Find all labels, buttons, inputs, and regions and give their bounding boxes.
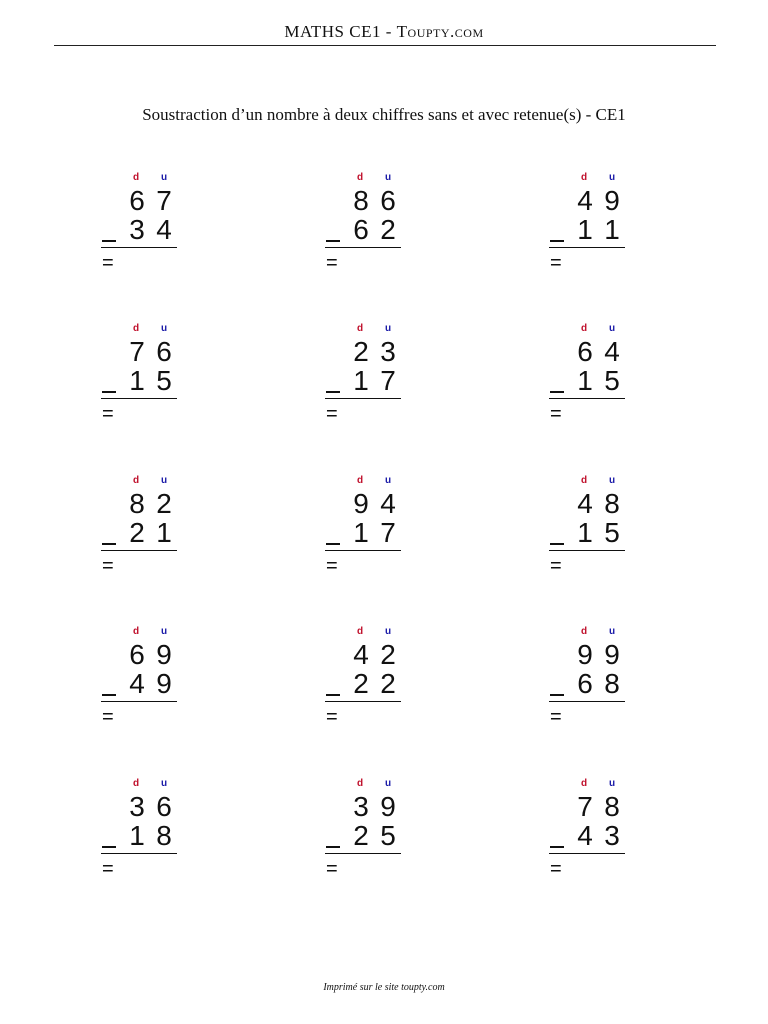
minuend-tens-digit: 6: [129, 185, 145, 216]
minuend-tens-digit: 9: [577, 639, 593, 670]
column-label-dizaines: d: [357, 475, 364, 486]
minuend-units-digit: 6: [156, 791, 172, 822]
column-label-dizaines: d: [133, 626, 140, 637]
column-label-dizaines: d: [357, 778, 364, 789]
subtrahend-units-digit: 8: [604, 668, 620, 699]
subtraction-problem: [325, 626, 435, 751]
minus-sign: [550, 694, 564, 696]
subtrahend-units-digit: 5: [604, 365, 620, 396]
subtrahend-tens-digit: 4: [129, 668, 145, 699]
equals-sign: =: [326, 555, 338, 577]
subtrahend-units-digit: 9: [156, 668, 172, 699]
minuend-tens-digit: 6: [129, 639, 145, 670]
equals-sign: =: [550, 706, 562, 728]
subtrahend-tens-digit: 1: [577, 517, 593, 548]
header-title: MATHS CE1 -: [284, 22, 397, 41]
column-label-unites: u: [609, 778, 616, 789]
minuend-units-digit: 9: [156, 639, 172, 670]
subtrahend-units-digit: 1: [604, 214, 620, 245]
column-label-unites: u: [161, 172, 168, 183]
minuend-units-digit: 9: [380, 791, 396, 822]
minuend-units-digit: 8: [604, 488, 620, 519]
subtrahend-tens-digit: 2: [353, 820, 369, 851]
column-label-dizaines: d: [357, 172, 364, 183]
minuend-units-digit: 6: [156, 336, 172, 367]
minus-sign: [102, 846, 116, 848]
subtrahend-units-digit: 7: [380, 517, 396, 548]
header-site-name: Toupty.com: [396, 22, 484, 41]
column-label-dizaines: d: [581, 323, 588, 334]
subtrahend-tens-digit: 1: [577, 365, 593, 396]
minuend-tens-digit: 7: [129, 336, 145, 367]
minuend-tens-digit: 8: [353, 185, 369, 216]
minuend-units-digit: 9: [604, 185, 620, 216]
minuend-tens-digit: 4: [577, 488, 593, 519]
subtraction-problem: [549, 778, 659, 903]
column-label-dizaines: d: [357, 323, 364, 334]
minuend-units-digit: 8: [604, 791, 620, 822]
subtrahend-tens-digit: 4: [577, 820, 593, 851]
subtrahend-tens-digit: 6: [353, 214, 369, 245]
subtrahend-units-digit: 5: [380, 820, 396, 851]
equals-sign: =: [102, 706, 114, 728]
column-label-dizaines: d: [133, 172, 140, 183]
subtraction-problem: [101, 475, 211, 600]
subtrahend-units-digit: 7: [380, 365, 396, 396]
minuend-tens-digit: 3: [353, 791, 369, 822]
equals-sign: =: [326, 706, 338, 728]
column-label-unites: u: [609, 475, 616, 486]
minus-sign: [102, 240, 116, 242]
minus-sign: [326, 240, 340, 242]
equals-sign: =: [102, 403, 114, 425]
result-line: [101, 247, 177, 248]
column-label-dizaines: d: [581, 172, 588, 183]
minuend-units-digit: 4: [380, 488, 396, 519]
column-label-unites: u: [609, 323, 616, 334]
result-line: [101, 550, 177, 551]
minuend-units-digit: 9: [604, 639, 620, 670]
equals-sign: =: [102, 555, 114, 577]
minus-sign: [550, 240, 564, 242]
subtrahend-units-digit: 4: [156, 214, 172, 245]
result-line: [549, 853, 625, 854]
subtrahend-tens-digit: 2: [129, 517, 145, 548]
subtraction-problem: [325, 323, 435, 448]
minus-sign: [550, 846, 564, 848]
subtraction-problem: [325, 172, 435, 297]
minuend-tens-digit: 4: [353, 639, 369, 670]
column-label-dizaines: d: [357, 626, 364, 637]
column-label-dizaines: d: [581, 626, 588, 637]
column-label-unites: u: [385, 172, 392, 183]
minuend-tens-digit: 6: [577, 336, 593, 367]
result-line: [325, 398, 401, 399]
equals-sign: =: [102, 858, 114, 880]
minuend-units-digit: 2: [156, 488, 172, 519]
subtrahend-tens-digit: 2: [353, 668, 369, 699]
column-label-dizaines: d: [133, 778, 140, 789]
minuend-tens-digit: 7: [577, 791, 593, 822]
column-label-dizaines: d: [581, 778, 588, 789]
minus-sign: [102, 694, 116, 696]
subtraction-problem: [101, 323, 211, 448]
minus-sign: [550, 391, 564, 393]
subtrahend-tens-digit: 3: [129, 214, 145, 245]
subtrahend-units-digit: 1: [156, 517, 172, 548]
minus-sign: [102, 543, 116, 545]
result-line: [325, 701, 401, 702]
result-line: [549, 701, 625, 702]
equals-sign: =: [326, 403, 338, 425]
result-line: [101, 853, 177, 854]
subtrahend-units-digit: 2: [380, 668, 396, 699]
minuend-units-digit: 3: [380, 336, 396, 367]
equals-sign: =: [550, 252, 562, 274]
subtrahend-units-digit: 5: [156, 365, 172, 396]
column-label-unites: u: [161, 778, 168, 789]
subtrahend-tens-digit: 1: [353, 517, 369, 548]
subtraction-problem: [549, 626, 659, 751]
minuend-tens-digit: 3: [129, 791, 145, 822]
column-label-dizaines: d: [133, 475, 140, 486]
equals-sign: =: [102, 252, 114, 274]
column-label-unites: u: [161, 475, 168, 486]
subtraction-problem: [101, 626, 211, 751]
footer-note: Imprimé sur le site toupty.com: [323, 982, 445, 993]
subtrahend-tens-digit: 1: [353, 365, 369, 396]
equals-sign: =: [550, 403, 562, 425]
subtraction-problem: [101, 172, 211, 297]
equals-sign: =: [550, 858, 562, 880]
minus-sign: [326, 391, 340, 393]
column-label-unites: u: [609, 172, 616, 183]
minuend-units-digit: 2: [380, 639, 396, 670]
subtrahend-tens-digit: 1: [577, 214, 593, 245]
exercise-title: Soustraction d’un nombre à deux chiffres sans et avec retenue(s) - CE1: [142, 105, 626, 124]
minuend-tens-digit: 9: [353, 488, 369, 519]
subtraction-problem: [325, 475, 435, 600]
minus-sign: [326, 846, 340, 848]
minuend-units-digit: 7: [156, 185, 172, 216]
minuend-tens-digit: 8: [129, 488, 145, 519]
subtrahend-units-digit: 2: [380, 214, 396, 245]
column-label-unites: u: [385, 323, 392, 334]
minus-sign: [326, 543, 340, 545]
minuend-units-digit: 4: [604, 336, 620, 367]
subtrahend-tens-digit: 1: [129, 365, 145, 396]
minus-sign: [550, 543, 564, 545]
column-label-unites: u: [385, 626, 392, 637]
column-label-unites: u: [385, 778, 392, 789]
subtraction-problem: [101, 778, 211, 903]
subtraction-problem: [325, 778, 435, 903]
result-line: [325, 247, 401, 248]
result-line: [325, 853, 401, 854]
minuend-units-digit: 6: [380, 185, 396, 216]
result-line: [549, 398, 625, 399]
result-line: [549, 247, 625, 248]
column-label-dizaines: d: [581, 475, 588, 486]
column-label-unites: u: [385, 475, 392, 486]
subtraction-problem: [549, 172, 659, 297]
column-label-unites: u: [161, 323, 168, 334]
result-line: [101, 701, 177, 702]
column-label-unites: u: [609, 626, 616, 637]
equals-sign: =: [550, 555, 562, 577]
subtrahend-tens-digit: 1: [129, 820, 145, 851]
result-line: [101, 398, 177, 399]
minus-sign: [102, 391, 116, 393]
equals-sign: =: [326, 858, 338, 880]
subtrahend-units-digit: 5: [604, 517, 620, 548]
subtrahend-tens-digit: 6: [577, 668, 593, 699]
result-line: [325, 550, 401, 551]
subtrahend-units-digit: 3: [604, 820, 620, 851]
column-label-dizaines: d: [133, 323, 140, 334]
minuend-tens-digit: 4: [577, 185, 593, 216]
equals-sign: =: [326, 252, 338, 274]
minus-sign: [326, 694, 340, 696]
subtrahend-units-digit: 8: [156, 820, 172, 851]
column-label-unites: u: [161, 626, 168, 637]
result-line: [549, 550, 625, 551]
minuend-tens-digit: 2: [353, 336, 369, 367]
subtraction-problem: [549, 323, 659, 448]
subtraction-problem: [549, 475, 659, 600]
